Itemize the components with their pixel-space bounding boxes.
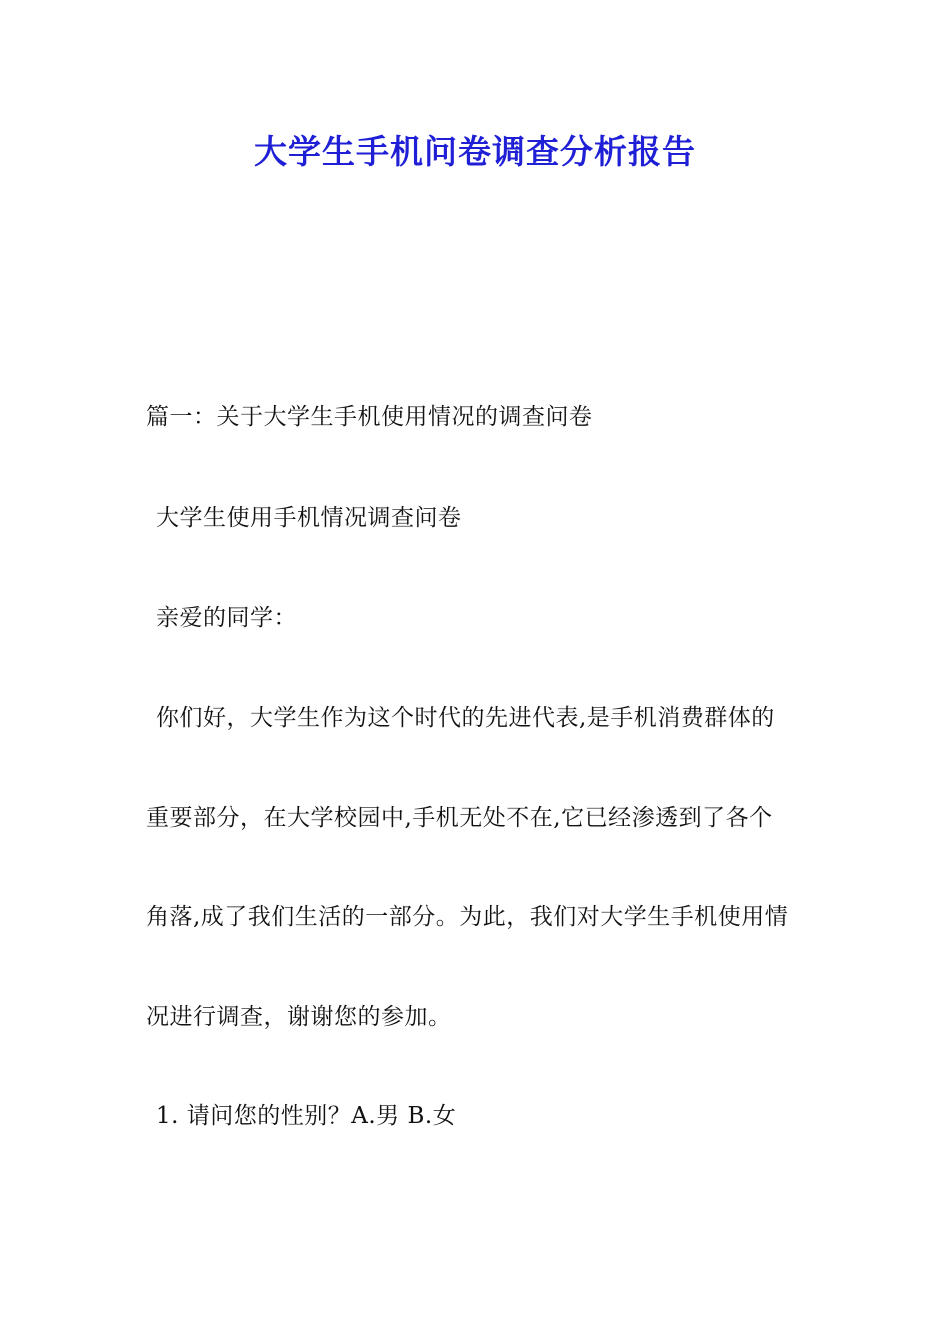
greeting: 亲爱的同学：: [156, 605, 297, 631]
intro-line-3: 角落,成了我们生活的一部分。为此，我们对大学生手机使用情: [146, 904, 789, 930]
questionnaire-title: 大学生使用手机情况调查问卷: [156, 505, 462, 531]
intro-line-1: 你们好，大学生作为这个时代的先进代表,是手机消费群体的: [156, 705, 775, 731]
section-heading: 篇一：关于大学生手机使用情况的调查问卷: [146, 404, 593, 430]
document-title: 大学生手机问卷调查分析报告: [254, 132, 696, 171]
intro-line-2: 重要部分，在大学校园中,手机无处不在,它已经渗透到了各个: [146, 805, 773, 831]
intro-line-4: 况进行调查，谢谢您的参加。: [146, 1004, 452, 1030]
question-1: 1. 请问您的性别？A.男 B.女: [156, 1103, 457, 1129]
